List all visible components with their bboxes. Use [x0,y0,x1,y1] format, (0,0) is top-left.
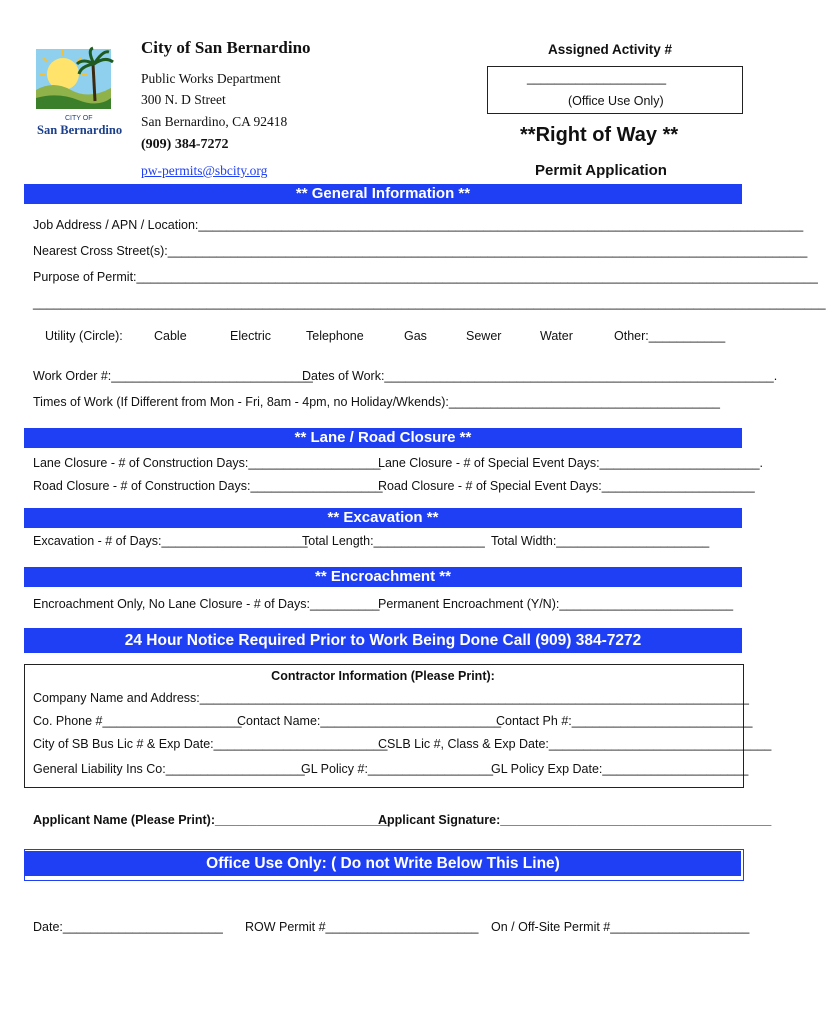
utility-label: Utility (Circle): [45,329,123,343]
onoff-site-permit-field[interactable]: On / Off-Site Permit #____________________ [491,920,750,934]
cslb-license-field[interactable]: CSLB Lic #, Class & Exp Date:________________________________ [378,737,772,751]
utility-option-telephone[interactable]: Telephone [306,329,364,343]
org-name: City of San Bernardino [141,38,311,57]
dates-of-work-field[interactable]: Dates of Work:________________________________________________________. [302,369,778,383]
notice-banner: 24 Hour Notice Required Prior to Work Being Done Call (909) 384-7272 [24,628,742,653]
excavation-width-field[interactable]: Total Width:______________________ [491,534,710,548]
encroachment-days-field[interactable]: Encroachment Only, No Lane Closure - # of Days:__________ [33,597,380,611]
contact-name-field[interactable]: Contact Name:__________________________ [237,714,502,728]
utility-option-electric[interactable]: Electric [230,329,271,343]
lane-construction-days-field[interactable]: Lane Closure - # of Construction Days:___________________ [33,456,381,470]
email-link[interactable]: pw-permits@sbcity.org [141,163,268,178]
purpose-field-line2[interactable]: __________________________________________________________________________________________________________________ [33,296,826,310]
company-name-address-field[interactable]: Company Name and Address:_______________________________________________________________________________ [33,691,749,705]
road-construction-days-field[interactable]: Road Closure - # of Construction Days:___________________ [33,479,383,493]
utility-option-sewer[interactable]: Sewer [466,329,502,343]
office-date-field[interactable]: Date:_______________________ [33,920,223,934]
times-of-work-field[interactable]: Times of Work (If Different from Mon - Fri, 8am - 4pm, no Holiday/Wkends):_______________________________________ [33,395,720,409]
city-state-zip: San Bernardino, CA 92418 [141,114,288,129]
gl-policy-field[interactable]: GL Policy #:__________________ [301,762,494,776]
office-use-note: (Office Use Only) [568,94,664,108]
street-address: 300 N. D Street [141,92,226,107]
road-special-days-field[interactable]: Road Closure - # of Special Event Days:______________________ [378,479,755,493]
utility-option-water[interactable]: Water [540,329,573,343]
liability-insurance-field[interactable]: General Liability Ins Co:____________________ [33,762,305,776]
applicant-name-field[interactable]: Applicant Name (Please Print):_________________________ [33,813,389,827]
assigned-activity-blank: ____________________ [527,71,667,85]
assigned-activity-box[interactable] [487,66,743,114]
purpose-field[interactable]: Purpose of Permit:__________________________________________________________________________________________________ [33,270,818,284]
excavation-length-field[interactable]: Total Length:________________ [302,534,485,548]
section-encroachment: ** Encroachment ** [24,567,742,587]
city-seal-image [33,46,130,138]
dept-name: Public Works Department [141,71,281,86]
row-permit-field[interactable]: ROW Permit #______________________ [245,920,479,934]
utility-option-cable[interactable]: Cable [154,329,187,343]
cross-street-field[interactable]: Nearest Cross Street(s):____________________________________________________________________________________________ [33,244,808,258]
company-phone-field[interactable]: Co. Phone #____________________ [33,714,242,728]
excavation-days-field[interactable]: Excavation - # of Days:_____________________ [33,534,308,548]
logo-text-top: CITY OF [65,115,93,122]
section-general-information: ** General Information ** [24,184,742,204]
business-license-field[interactable]: City of SB Bus Lic # & Exp Date:_________________________ [33,737,388,751]
office-use-banner: Office Use Only: ( Do not Write Below This Line) [25,851,741,876]
form-title: **Right of Way ** [520,124,679,146]
work-order-field[interactable]: Work Order #:_____________________________ [33,369,313,383]
permanent-encroachment-field[interactable]: Permanent Encroachment (Y/N):_________________________ [378,597,734,611]
logo-text-bottom: San Bernardino [37,123,123,137]
applicant-signature-field[interactable]: Applicant Signature:_______________________________________ [378,813,772,827]
job-address-field[interactable]: Job Address / APN / Location:_______________________________________________________________________________________ [33,218,804,232]
lane-special-days-field[interactable]: Lane Closure - # of Special Event Days:_______________________. [378,456,764,470]
phone-number: (909) 384-7272 [141,137,229,152]
form-subtitle: Permit Application [535,162,667,179]
contractor-heading: Contractor Information (Please Print): [271,669,495,683]
gl-policy-exp-field[interactable]: GL Policy Exp Date:_____________________ [491,762,749,776]
contact-phone-field[interactable]: Contact Ph #:__________________________ [496,714,753,728]
section-excavation: ** Excavation ** [24,508,742,528]
utility-option-gas[interactable]: Gas [404,329,427,343]
section-lane-road-closure: ** Lane / Road Closure ** [24,428,742,448]
utility-option-other[interactable]: Other:___________ [614,329,726,343]
city-logo [33,46,130,138]
assigned-activity-label: Assigned Activity # [548,42,673,57]
